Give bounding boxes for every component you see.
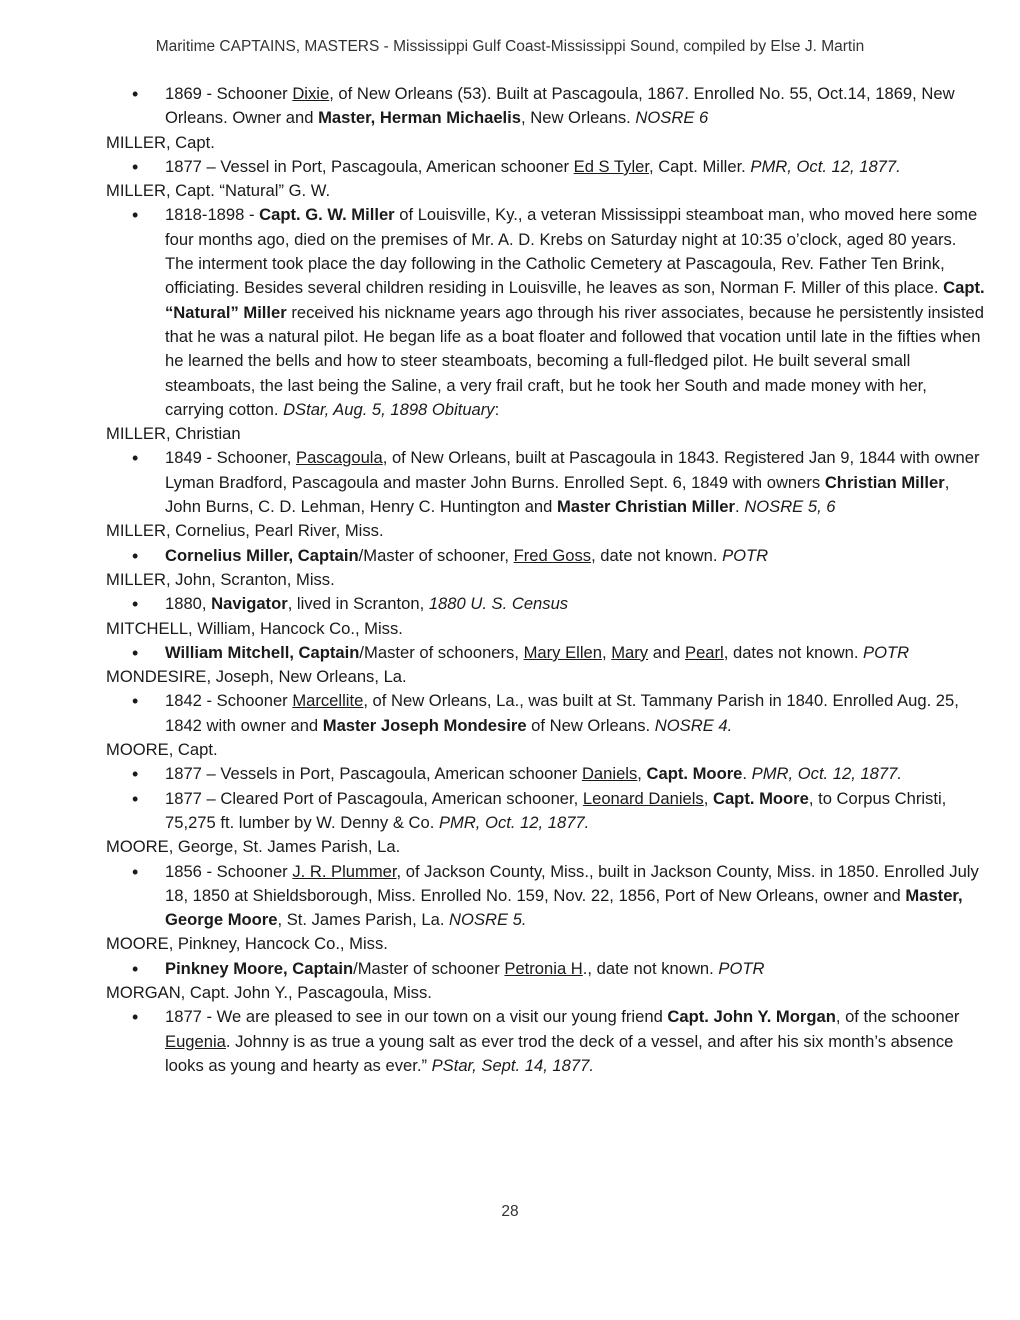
source-citation: NOSRE 5, 6 xyxy=(744,497,836,517)
entry-heading: MORGAN, Capt. John Y., Pascagoula, Miss. xyxy=(106,982,432,1002)
text-run: 1877 – Vessels in Port, Pascagoula, American schooner xyxy=(165,764,582,784)
entry-items xyxy=(106,957,986,981)
entry-item xyxy=(106,641,986,665)
entry-items xyxy=(106,641,986,665)
text-run: of New Orleans. xyxy=(526,715,655,735)
entry-heading: MONDESIRE, Joseph, New Orleans, La. xyxy=(106,667,407,687)
text-run: 1877 - We are pleased to see in our town on a visit our young friend xyxy=(165,1007,668,1027)
entry-items xyxy=(106,860,986,933)
text-run: , of New Orleans (53). Built at Pascagoula, 1867. Enrolled No. 55, Oct.14, 1869, New Orleans. Owner and xyxy=(165,84,955,128)
entry-items xyxy=(106,592,986,616)
entry xyxy=(106,738,986,835)
source-citation: NOSRE 6 xyxy=(635,108,709,128)
text-run: ., date not known. xyxy=(582,958,719,978)
vessel-name: Fred Goss xyxy=(513,545,592,565)
text-run: , dates not known. xyxy=(723,642,864,662)
entry-item xyxy=(106,860,986,933)
text-run: and xyxy=(648,642,685,662)
entry-item xyxy=(106,155,986,179)
entry-heading: MOORE, Pinkney, Hancock Co., Miss. xyxy=(106,934,388,954)
text-run: , xyxy=(601,642,612,662)
vessel-name: Eugenia xyxy=(165,1031,226,1051)
source-citation: POTR xyxy=(718,958,765,978)
text-run: , of the schooner xyxy=(835,1007,960,1027)
vessel-name: Petronia H xyxy=(504,958,583,978)
text-run: , xyxy=(703,788,713,808)
vessel-name: Mary xyxy=(611,642,649,662)
entry-heading: MILLER, Christian xyxy=(106,424,241,444)
text-run: /Master of schooners, xyxy=(359,642,524,662)
vessel-name: Leonard Daniels xyxy=(582,788,704,808)
entry-items xyxy=(106,762,986,835)
text-run: received his nickname years ago through his river associates, because he persistently insisted that he was a natural pilot. He began life as a boat floater and followed that vocation until late in the fifties when he learned the bells and how to steer steamboats, becoming a full-fledged pilot. He built several small steamboats, the last being the Saline, a very frail craft, but he took her South and made money with her, carrying cotton. xyxy=(165,302,985,419)
source-citation: POTR xyxy=(863,642,910,662)
text-run: of Louisville, Ky., a veteran Mississippi steamboat man, who moved here some four months ago, died on the premises of Mr. A. D. Krebs on Saturday night at 10:35 o’clock, aged 80 years. The interment took place the day following in the Catholic Cemetery at Pascagoula, Rev. Father Ten Brink, officiating. Besides several children residing in Louisville, he leaves as son, Norman F. Miller of this place. xyxy=(165,205,978,298)
emphasized-name: Cornelius Miller, Captain xyxy=(165,545,359,565)
text-run: . Johnny is as true a young salt as ever trod the deck of a vessel, and after his six month’s absence looks as young and hearty as ever.” xyxy=(165,1031,954,1075)
entry xyxy=(106,568,986,617)
entry-heading: MITCHELL, William, Hancock Co., Miss. xyxy=(106,618,403,638)
entry-item xyxy=(106,592,986,616)
text-run: , lived in Scranton, xyxy=(287,594,429,614)
text-run: 1877 – Vessel in Port, Pascagoula, American schooner xyxy=(165,156,574,176)
entry-item xyxy=(106,762,986,786)
entry xyxy=(106,981,986,1078)
text-run: : xyxy=(494,399,500,419)
page-number: 28 xyxy=(501,1203,519,1220)
entry xyxy=(106,179,986,422)
entry-item xyxy=(106,689,986,738)
text-run: , New Orleans. xyxy=(521,108,636,128)
vessel-name: Ed S Tyler xyxy=(573,156,649,176)
entry-items xyxy=(106,446,986,519)
entry xyxy=(106,519,986,568)
vessel-name: Pascagoula xyxy=(296,448,383,468)
text-run: , John Burns, C. D. Lehman, Henry C. Huntington and xyxy=(165,472,950,517)
entry-items xyxy=(106,544,986,568)
entry xyxy=(106,82,986,131)
text-run: , Capt. Miller. xyxy=(648,156,751,176)
entry xyxy=(106,422,986,519)
entry-items xyxy=(106,689,986,738)
source-citation: DStar, Aug. 5, 1898 Obituary xyxy=(283,399,495,419)
entry xyxy=(106,617,986,666)
emphasized-name: Master, Herman Michaelis xyxy=(318,108,522,128)
entry xyxy=(106,131,986,180)
entry-item xyxy=(106,82,986,131)
text-run: , St. James Parish, La. xyxy=(277,910,450,930)
vessel-name: Daniels xyxy=(581,764,638,784)
text-run: /Master of schooner, xyxy=(358,545,514,565)
emphasized-name: Pinkney Moore, Captain xyxy=(165,958,354,978)
source-citation: POTR xyxy=(722,545,769,565)
entry xyxy=(106,665,986,738)
emphasized-name: Master Christian Miller xyxy=(557,497,735,517)
emphasized-name: Christian Miller xyxy=(824,472,945,492)
text-run: , of New Orleans, La., was built at St. Tammany Parish in 1840. Enrolled Aug. 25, 1842 with owner and xyxy=(165,691,959,735)
entry-items xyxy=(106,203,986,422)
emphasized-name: Capt. John Y. Morgan xyxy=(667,1007,836,1027)
text-run: /Master of schooner xyxy=(353,958,505,978)
text-run: , date not known. xyxy=(591,545,723,565)
entry-item xyxy=(106,787,986,836)
entry xyxy=(106,932,986,981)
emphasized-name: Capt. Moore xyxy=(712,788,809,808)
emphasized-name: Capt. Moore xyxy=(646,764,743,784)
text-run: 1856 - Schooner xyxy=(165,861,293,881)
source-citation: NOSRE 4. xyxy=(654,715,733,735)
emphasized-name: Capt. “Natural” Miller xyxy=(165,278,985,322)
entry-heading: MOORE, George, St. James Parish, La. xyxy=(106,837,401,857)
emphasized-name: Capt. G. W. Miller xyxy=(259,205,395,225)
text-run: . xyxy=(735,497,745,517)
source-citation: PStar, Sept. 14, 1877. xyxy=(431,1055,594,1075)
entry-item xyxy=(106,1005,986,1078)
text-run: , to Corpus Christi, 75,275 ft. lumber by W. Denny & Co. xyxy=(165,788,947,832)
entry-item xyxy=(106,544,986,568)
entry-item xyxy=(106,446,986,519)
vessel-name: J. R. Plummer xyxy=(292,861,397,881)
entry-heading: MILLER, John, Scranton, Miss. xyxy=(106,569,335,589)
text-run: 1880, xyxy=(165,594,212,614)
vessel-name: Pearl xyxy=(685,642,724,662)
entry-heading: MILLER, Capt. “Natural” G. W. xyxy=(106,181,331,201)
source-citation: PMR, Oct. 12, 1877. xyxy=(750,156,901,176)
vessel-name: Mary Ellen xyxy=(523,642,602,662)
vessel-name: Marcellite xyxy=(292,691,364,711)
text-run: 1842 - Schooner xyxy=(165,691,293,711)
entry-items xyxy=(106,82,986,131)
text-run: 1849 - Schooner, xyxy=(165,448,296,468)
entry-item xyxy=(106,203,986,422)
entry-heading: MILLER, Cornelius, Pearl River, Miss. xyxy=(106,521,384,541)
emphasized-name: Navigator xyxy=(211,594,288,614)
entry-item xyxy=(106,957,986,981)
text-run: . xyxy=(742,764,752,784)
entry xyxy=(106,835,986,932)
text-run: 1877 – Cleared Port of Pascagoula, American schooner, xyxy=(165,788,583,808)
entry-heading: MILLER, Capt. xyxy=(106,132,215,152)
text-run: , xyxy=(637,764,647,784)
page-header: Maritime CAPTAINS, MASTERS - Mississippi Gulf Coast-Mississippi Sound, compiled by Else J. Martin xyxy=(155,38,865,55)
entry-heading: MOORE, Capt. xyxy=(106,740,218,760)
text-run: 1818-1898 - xyxy=(165,205,260,225)
text-run: , of Jackson County, Miss., built in Jackson County, Miss. in 1850. Enrolled July 18, 1850 at Shieldsborough, Miss. Enrolled No. 159, Nov. 22, 1856, Port of New Orleans, owner and xyxy=(165,861,979,905)
source-citation: PMR, Oct. 12, 1877. xyxy=(751,764,902,784)
source-citation: PMR, Oct. 12, 1877. xyxy=(438,812,590,832)
source-citation: 1880 U. S. Census xyxy=(428,594,569,614)
vessel-name: Dixie xyxy=(292,84,330,103)
document-body xyxy=(106,82,986,1078)
emphasized-name: Master, George Moore xyxy=(165,885,963,930)
entry-items xyxy=(106,155,986,179)
emphasized-name: William Mitchell, Captain xyxy=(165,642,360,662)
text-run: , of New Orleans, built at Pascagoula in 1843. Registered Jan 9, 1844 with owner Lyman Bradford, Pascagoula and master John Burns. Enrolled Sept. 6, 1849 with owners xyxy=(165,448,980,492)
text-run: 1869 - Schooner xyxy=(165,84,293,103)
source-citation: NOSRE 5. xyxy=(449,910,527,930)
entry-items xyxy=(106,1005,986,1078)
emphasized-name: Master Joseph Mondesire xyxy=(322,715,527,735)
